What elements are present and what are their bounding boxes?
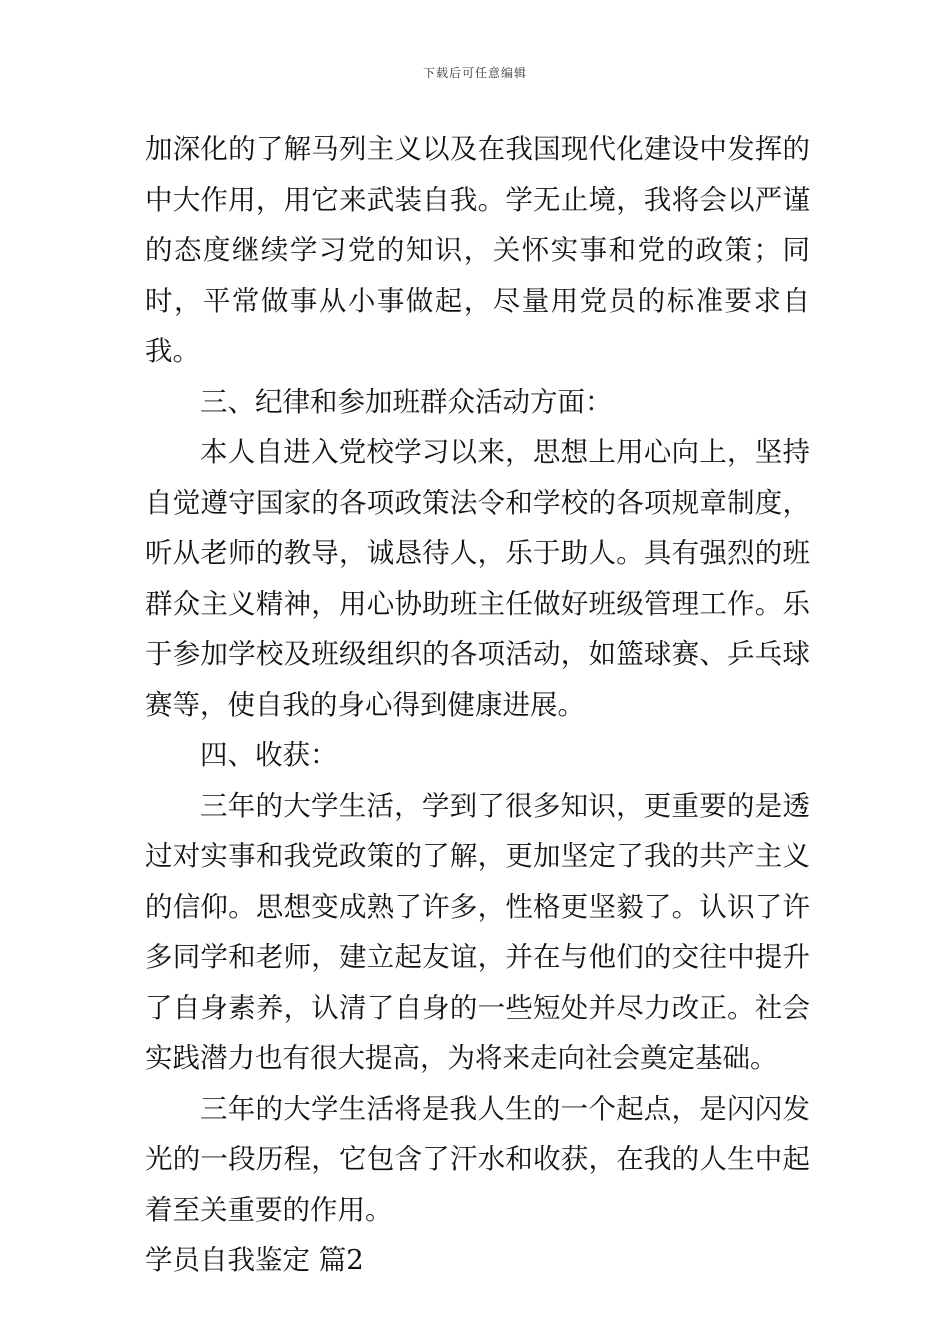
- section-heading-harvest: 四、收获：: [200, 739, 338, 771]
- section-heading-discipline: 三、纪律和参加班群众活动方面：: [200, 385, 613, 418]
- paragraph-discipline: 本人自进入党校学习以来，思想上用心向上，坚持自觉遵守国家的各项政策法令和学校的各项规章制度，听从老师的教导，诚恳待人，乐于助人。具有强烈的班群众主义精神，用心协助班主任做好班级管理工作。乐于参加学校及班级组织的各项活动，如篮球赛、乒乓球赛等，使自我的身心得到健康进展。: [145, 436, 810, 721]
- paragraph-conclusion: 三年的大学生活将是我人生的一个起点，是闪闪发光的一段历程，它包含了汗水和收获，在我的人生中起着至关重要的作用。: [145, 1092, 810, 1226]
- paragraph-harvest: 三年的大学生活，学到了很多知识，更重要的是透过对实事和我党政策的了解，更加坚定了我的共产主义的信仰。思想变成熟了许多，性格更坚毅了。认识了许多同学和老师，建立起友谊，并在与他们的交往中提升了自身素养，认清了自身的一些短处并尽力改正。社会实践潜力也有很大提高，为将来走向社会奠定基础。: [145, 789, 810, 1074]
- section-title: 学员自我鉴定 篇2: [145, 1244, 364, 1276]
- paragraph-continuation: 加深化的了解马列主义以及在我国现代化建设中发挥的中大作用，用它来武装自我。学无止境，我将会以严谨的态度继续学习党的知识，关怀实事和党的政策；同时，平常做事从小事做起，尽量用党员的标准要求自我。: [145, 133, 810, 367]
- header-note: 下载后可任意编辑: [422, 66, 527, 80]
- document-body: [145, 124, 810, 1286]
